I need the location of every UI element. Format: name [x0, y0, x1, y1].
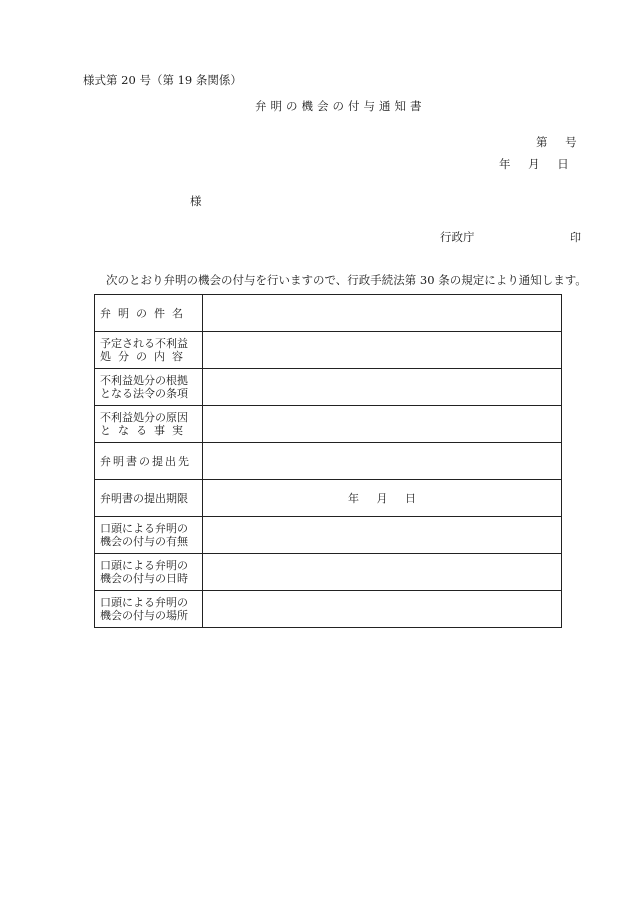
row-label-line-1: 口頭による弁明の	[100, 596, 188, 609]
row-value	[203, 517, 562, 554]
notice-form-table	[94, 294, 562, 628]
row-value	[203, 332, 562, 369]
row-label-line-1: 口頭による弁明の	[100, 522, 188, 535]
table-row	[95, 480, 562, 517]
row-label-line-1: 不利益処分の根拠	[100, 374, 188, 387]
table-row	[95, 406, 562, 443]
document-title: 弁明の機会の付与通知書	[255, 99, 426, 113]
recipient-honorific: 様	[190, 194, 202, 208]
row-label	[95, 332, 203, 369]
row-label	[95, 554, 203, 591]
row-label-line-1: 弁明書の提出期限	[100, 491, 188, 505]
table-row	[95, 554, 562, 591]
seal-mark: 印	[570, 231, 581, 244]
row-label	[95, 591, 203, 628]
row-label-line-2: 機会の付与の日時	[100, 572, 188, 585]
row-label	[95, 369, 203, 406]
issue-date-line: 年 月 日	[499, 157, 569, 171]
row-label	[95, 480, 203, 517]
form-number: 様式第 20 号（第 19 条関係）	[83, 73, 242, 87]
table-row	[95, 591, 562, 628]
row-label-line-2: 処分の内容	[100, 350, 190, 363]
row-label	[95, 406, 203, 443]
row-label-line-2: 機会の付与の場所	[100, 609, 188, 622]
submission-deadline-date: 年 月 日	[203, 480, 562, 517]
notice-body-text: 次のとおり弁明の機会の付与を行いますので、行政手続法第 30 条の規定により通知します。	[106, 273, 587, 287]
row-label-line-2: 機会の付与の有無	[100, 535, 188, 548]
row-value	[203, 554, 562, 591]
row-value	[203, 406, 562, 443]
table-row	[95, 369, 562, 406]
document-number-line: 第 号	[536, 135, 577, 149]
table-row	[95, 443, 562, 480]
row-label-line-2: となる事実	[100, 424, 190, 437]
row-label	[95, 295, 203, 332]
row-label	[95, 443, 203, 480]
row-value	[203, 295, 562, 332]
table-row	[95, 332, 562, 369]
row-label-line-2: となる法令の条項	[100, 387, 188, 400]
row-value	[203, 369, 562, 406]
row-label-line-1: 口頭による弁明の	[100, 559, 188, 572]
row-value	[203, 591, 562, 628]
row-label-line-1: 予定される不利益	[100, 337, 188, 350]
issuing-agency: 行政庁	[440, 230, 475, 244]
table-row	[95, 295, 562, 332]
table-row	[95, 517, 562, 554]
row-value	[203, 443, 562, 480]
row-label-line-1: 不利益処分の原因	[100, 411, 188, 424]
row-label-line-1: 弁明の件名	[100, 306, 190, 320]
row-label-line-1: 弁明書の提出先	[100, 454, 191, 468]
row-label	[95, 517, 203, 554]
